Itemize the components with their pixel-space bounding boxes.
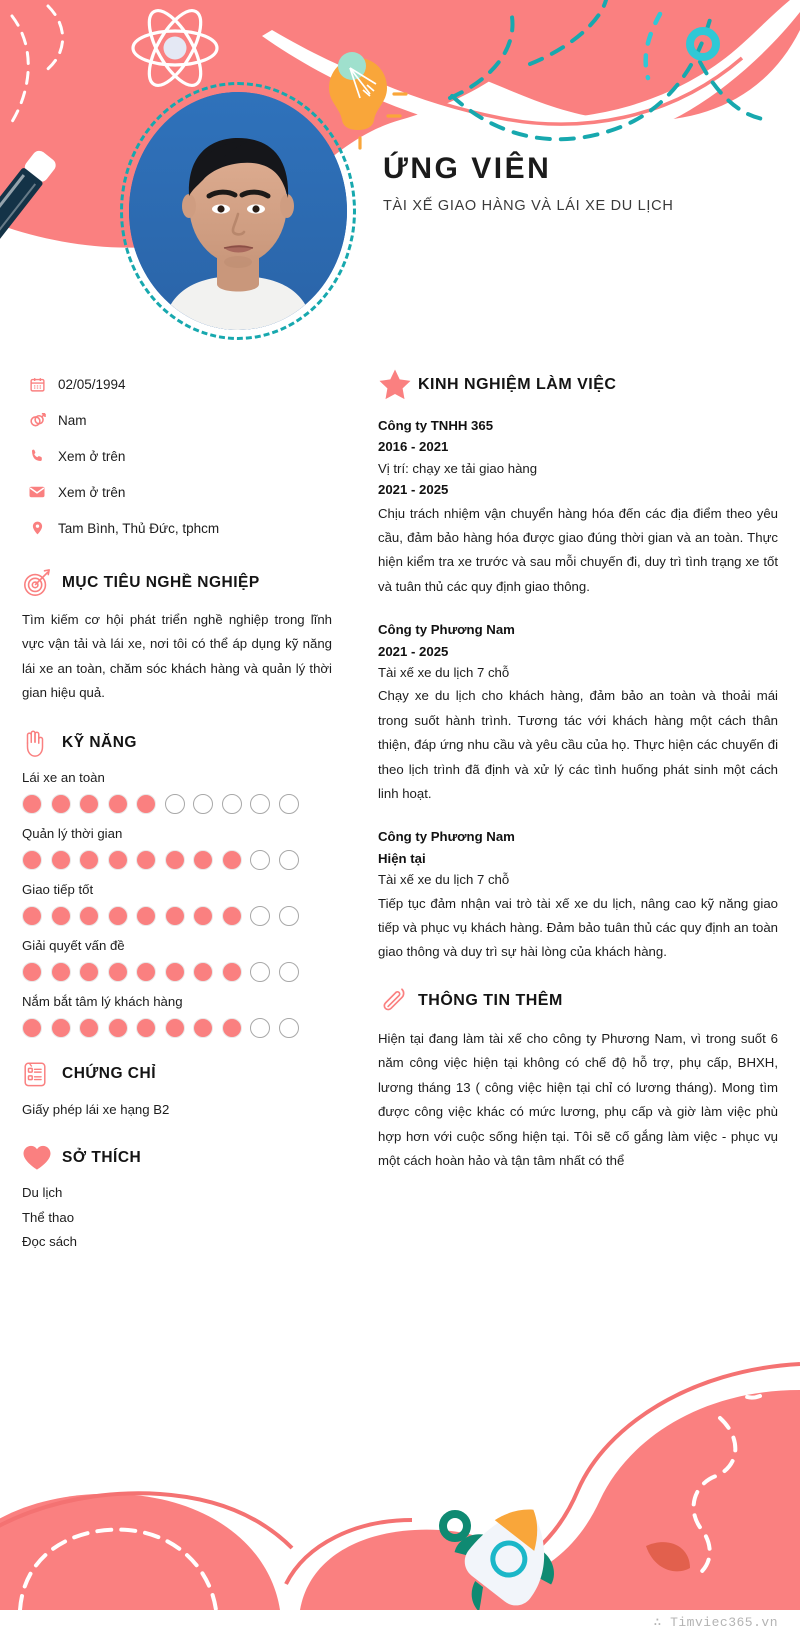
experience-position: Tài xế xe du lịch 7 chỗ	[378, 664, 510, 680]
section-objective-title: MỤC TIÊU NGHỀ NGHIỆP	[62, 574, 260, 591]
name-block	[383, 152, 674, 214]
left-column	[22, 352, 352, 1254]
contact-row	[22, 366, 332, 402]
phone-icon	[22, 448, 52, 464]
rating-dot-empty	[279, 794, 299, 814]
rating-dot-filled	[51, 1018, 71, 1038]
section-skills-title: KỸ NĂNG	[62, 733, 137, 751]
section-certificates-title: CHỨNG CHỈ	[62, 1064, 156, 1082]
experience-period: 2021 - 2025	[378, 643, 449, 659]
experience-company: Công ty Phương Nam	[378, 829, 515, 845]
cv-body	[0, 352, 800, 1254]
calendar-icon	[22, 376, 52, 393]
skill-name: Quản lý thời gian	[22, 825, 123, 841]
skills-list	[22, 770, 332, 1038]
email-value: Xem ở trên	[58, 484, 126, 500]
rating-dot-filled	[22, 794, 42, 814]
star-icon	[378, 368, 418, 401]
cv-header	[0, 0, 800, 352]
hobbies-list	[22, 1181, 332, 1254]
experience-period: 2016 - 2021	[378, 439, 449, 455]
right-column	[352, 352, 778, 1254]
rating-dot-filled	[136, 850, 156, 870]
rating-dot-filled	[108, 1018, 128, 1038]
skill-name: Nắm bắt tâm lý khách hàng	[22, 993, 183, 1009]
target-icon	[22, 568, 62, 598]
checklist-icon	[22, 1060, 62, 1088]
rating-dot-filled	[22, 850, 42, 870]
skill-rating	[22, 794, 332, 814]
hand-icon	[22, 728, 62, 758]
rating-dot-filled	[79, 850, 99, 870]
rating-dot-empty	[279, 850, 299, 870]
skill-item	[22, 826, 332, 870]
certificates-list	[22, 1098, 332, 1122]
rating-dot-filled	[22, 1018, 42, 1038]
rating-dot-filled	[22, 962, 42, 982]
rating-dot-filled	[136, 906, 156, 926]
address-value: Tam Bình, Thủ Đức, tphcm	[58, 520, 220, 536]
rating-dot-empty	[193, 794, 213, 814]
objective-text: Tìm kiếm cơ hội phát triển nghề nghiệp trong lĩnh vực vận tải và lái xe, nơi tôi có thể áp dụng kỹ năng lái xe an toàn, chăm sóc khách hàng và quản lý thời gian hiệu quả.	[22, 612, 332, 701]
rating-dot-filled	[193, 906, 213, 926]
rating-dot-empty	[279, 906, 299, 926]
experience-period: Hiện tại	[378, 850, 426, 866]
location-icon	[22, 519, 52, 537]
additional-text: Hiện tại đang làm tài xế cho công ty Phương Nam, vì trong suốt 6 năm công việc hiện tại không có chế độ hỗ trợ, phụ cấp, BHXH, lương tháng 13 ( công việc hiện tại chỉ có lương tháng). Mong tìm được công việc khác có mức lương, phụ cấp và giờ làm việc phù hợp hơn với cuộc sống hiện tại. Tôi sẽ cố gắng làm việc - phục vụ một cách hoàn hảo và tận tâm nhất có thể	[378, 1030, 778, 1168]
birthday-value: 02/05/1994	[58, 376, 126, 392]
contact-list	[22, 366, 332, 546]
rating-dot-filled	[222, 906, 242, 926]
section-additional-header	[378, 985, 778, 1017]
hobby-item: Đọc sách	[22, 1233, 77, 1249]
rating-dot-filled	[108, 794, 128, 814]
rating-dot-filled	[51, 906, 71, 926]
experience-company: Công ty Phương Nam	[378, 622, 515, 638]
experience-period-secondary: 2021 - 2025	[378, 482, 449, 498]
experience-position: Vị trí: chạy xe tải giao hàng	[378, 460, 538, 476]
skill-name: Giải quyết vấn đề	[22, 937, 125, 953]
rating-dot-empty	[279, 1018, 299, 1038]
rating-dot-empty	[222, 794, 242, 814]
rating-dot-empty	[250, 850, 270, 870]
teal-ring-icon	[443, 1514, 467, 1538]
rating-dot-filled	[22, 906, 42, 926]
skill-item	[22, 994, 332, 1038]
rating-dot-filled	[222, 1018, 242, 1038]
rating-dot-filled	[165, 906, 185, 926]
rating-dot-filled	[79, 962, 99, 982]
avatar	[120, 82, 356, 340]
rating-dot-filled	[79, 1018, 99, 1038]
rating-dot-filled	[222, 962, 242, 982]
skill-item	[22, 938, 332, 982]
contact-row	[22, 438, 332, 474]
contact-row	[22, 402, 332, 438]
rating-dot-filled	[136, 794, 156, 814]
rating-dot-empty	[250, 906, 270, 926]
section-objective-header	[22, 568, 332, 598]
experience-description: Chạy xe du lịch cho khách hàng, đảm bảo an toàn và thoải mái trong suốt hành trình. Tương tác với khách hàng một cách thân thiện, đáp ứng nhu cầu và yêu cầu của họ. Thực hiện các chuyến đi theo lịch trình đã định và xử lý các tình huống phát sinh một cách linh hoạt.	[378, 688, 778, 801]
rating-dot-empty	[250, 1018, 270, 1038]
rating-dot-filled	[165, 962, 185, 982]
contact-row	[22, 510, 332, 546]
job-title-subtitle: TÀI XẾ GIAO HÀNG VÀ LÁI XE DU LỊCH	[383, 198, 674, 214]
rating-dot-filled	[136, 1018, 156, 1038]
rating-dot-filled	[193, 850, 213, 870]
section-hobbies-header	[22, 1144, 332, 1171]
experience-list	[378, 415, 778, 965]
section-additional-title: THÔNG TIN THÊM	[418, 991, 563, 1009]
gender-value: Nam	[58, 412, 87, 428]
skill-item	[22, 882, 332, 926]
mail-icon	[22, 483, 52, 501]
watermark: ∴ Timviec365.vn	[653, 1615, 778, 1630]
avatar-dashed-ring	[120, 82, 356, 340]
rating-dot-filled	[193, 962, 213, 982]
gender-icon	[22, 411, 52, 430]
rating-dot-filled	[193, 1018, 213, 1038]
experience-item	[378, 415, 778, 599]
footer-decoration	[0, 1330, 800, 1610]
section-experience-header	[378, 368, 778, 401]
rating-dot-filled	[165, 850, 185, 870]
phone-value: Xem ở trên	[58, 448, 126, 464]
rating-dot-filled	[222, 850, 242, 870]
rating-dot-empty	[279, 962, 299, 982]
rating-dot-empty	[250, 962, 270, 982]
rating-dot-filled	[108, 962, 128, 982]
experience-position: Tài xế xe du lịch 7 chỗ	[378, 872, 510, 888]
rating-dot-filled	[51, 794, 71, 814]
experience-description: Tiếp tục đảm nhận vai trò tài xế xe du lịch, nâng cao kỹ năng giao tiếp và phục vụ khách hàng. Đảm bảo tuân thủ các quy định an toàn giao thông và duy trì sự hài lòng của khách hàng.	[378, 895, 778, 960]
skill-rating	[22, 850, 332, 870]
experience-item	[378, 619, 778, 806]
rating-dot-filled	[136, 962, 156, 982]
heart-icon	[22, 1144, 62, 1171]
skill-rating	[22, 906, 332, 926]
rating-dot-filled	[51, 962, 71, 982]
rocket-icon	[433, 1486, 580, 1610]
contact-row	[22, 474, 332, 510]
dashed-swirl	[694, 1380, 760, 1576]
skill-name: Lái xe an toàn	[22, 769, 105, 785]
rating-dot-filled	[108, 906, 128, 926]
hobby-item: Du lịch	[22, 1185, 63, 1201]
section-experience-title: KINH NGHIỆM LÀM VIỆC	[418, 375, 617, 393]
skill-name: Giao tiếp tốt	[22, 881, 94, 897]
section-certificates-header	[22, 1060, 332, 1088]
rating-dot-filled	[51, 850, 71, 870]
section-hobbies-title: SỞ THÍCH	[62, 1148, 142, 1166]
rating-dot-filled	[79, 794, 99, 814]
experience-item	[378, 826, 778, 964]
skill-item	[22, 770, 332, 814]
rating-dot-filled	[79, 906, 99, 926]
experience-description: Chịu trách nhiệm vận chuyển hàng hóa đến các địa điểm theo yêu cầu, đảm bảo hàng hóa được giao đúng thời gian và an toàn. Thực hiện kiểm tra xe trước và sau mỗi chuyến đi, duy trì tình trạng xe tốt và tuân thủ các quy định giao thông.	[378, 505, 778, 594]
page-title: ỨNG VIÊN	[383, 152, 552, 185]
rating-dot-filled	[165, 1018, 185, 1038]
rating-dot-filled	[108, 850, 128, 870]
section-skills-header	[22, 728, 332, 758]
skill-rating	[22, 962, 332, 982]
rating-dot-empty	[250, 794, 270, 814]
paperclip-icon	[378, 985, 418, 1017]
rating-dot-empty	[165, 794, 185, 814]
skill-rating	[22, 1018, 332, 1038]
experience-company: Công ty TNHH 365	[378, 418, 494, 433]
certificate-item: Giấy phép lái xe hạng B2	[22, 1101, 170, 1117]
hobby-item: Thể thao	[22, 1209, 75, 1225]
